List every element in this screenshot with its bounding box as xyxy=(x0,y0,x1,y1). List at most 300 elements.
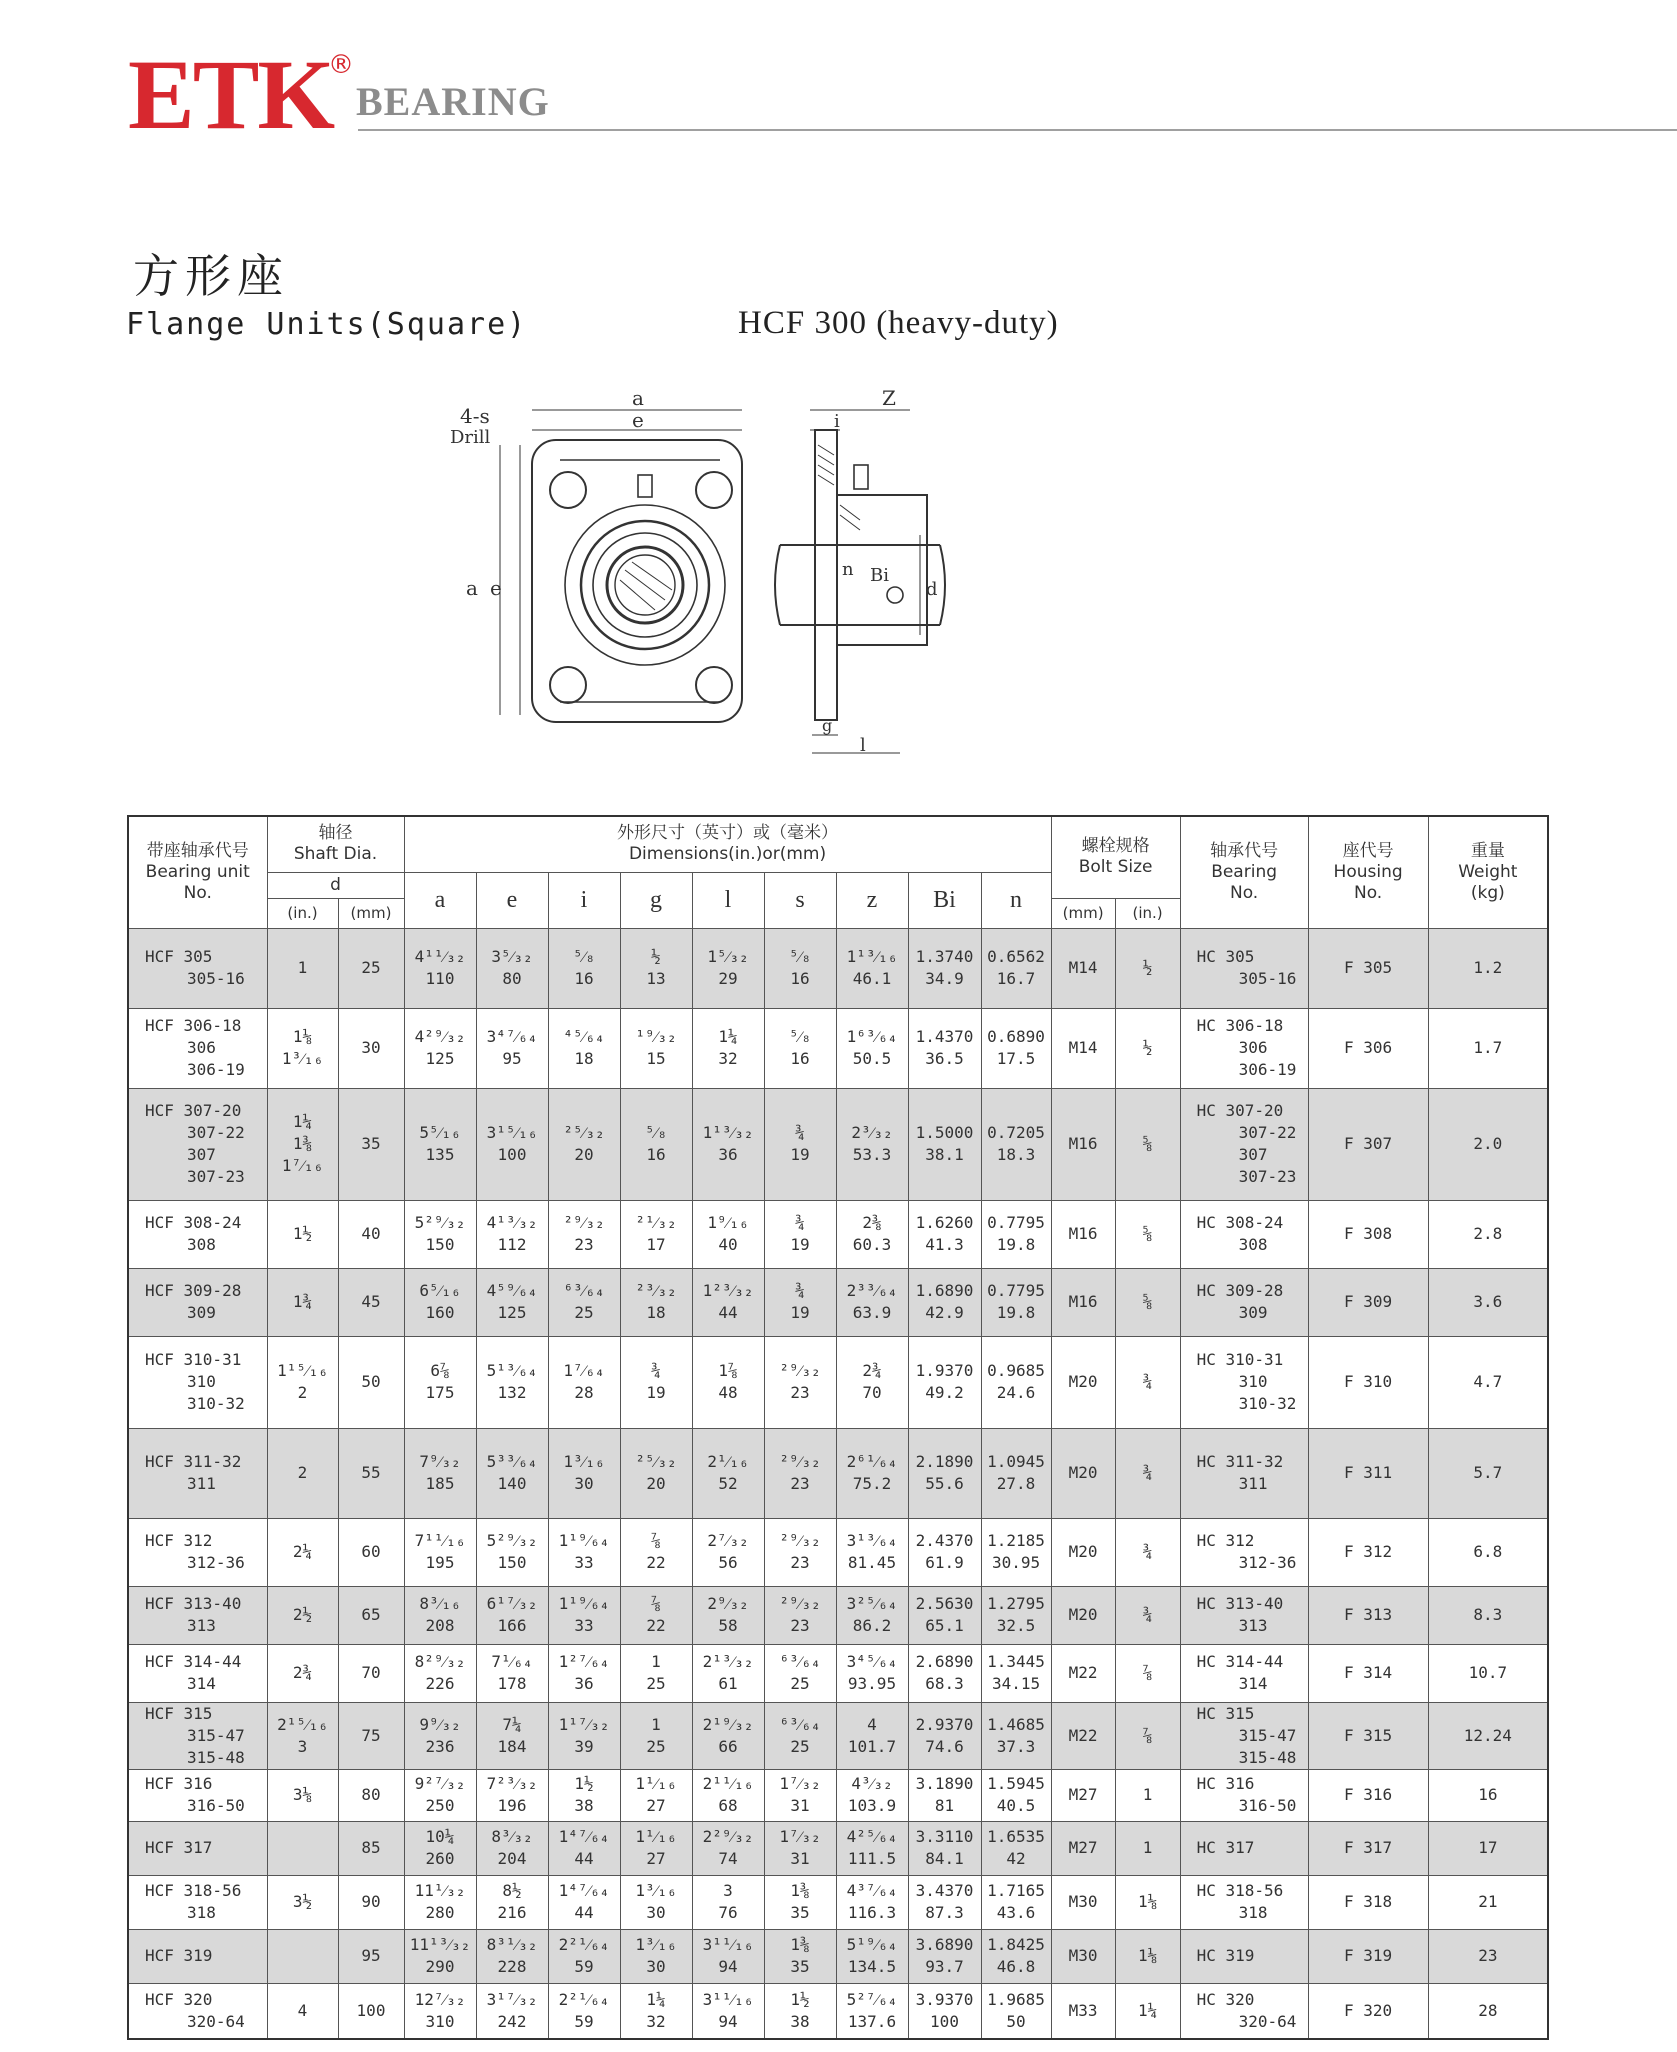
cell-line: HCF 319 xyxy=(145,1946,213,1965)
cell-dim-g xyxy=(620,1644,692,1702)
cell-bolt-mm xyxy=(1051,1586,1115,1644)
cell-line: ⅞ xyxy=(651,1531,661,1550)
cell-line: 1.0945 xyxy=(987,1452,1045,1471)
cell-line: 1¹⁹⁄₆₄ xyxy=(558,1531,610,1550)
cell-dim-i xyxy=(548,1428,620,1518)
cell-line: 1.9370 xyxy=(915,1361,974,1380)
cell-line: ¾ xyxy=(1142,1372,1153,1391)
cell-weight xyxy=(1428,928,1548,1008)
header-unit: 带座轴承代号 Bearing unit No. xyxy=(128,816,267,928)
cell-line: 2⅜ xyxy=(862,1213,882,1232)
cell-line: 236 xyxy=(425,1736,455,1756)
cell-line: 1¹⁷⁄₃₂ xyxy=(558,1714,610,1734)
cell-dim-a xyxy=(404,1644,476,1702)
cell-line: 140 xyxy=(497,1474,527,1493)
cell-dim-i xyxy=(548,1983,620,2039)
table-row xyxy=(128,1088,1548,1200)
cell-line: HCF 312 xyxy=(145,1531,213,1550)
cell-line: 10¼ xyxy=(425,1827,455,1846)
cell-line: HC 317 xyxy=(1196,1838,1255,1857)
cell-line: 95 xyxy=(502,1049,522,1068)
cell-dim-z xyxy=(836,1088,908,1200)
table-row xyxy=(128,1821,1548,1875)
cell-dim-g xyxy=(620,1200,692,1268)
cell-line: 1 xyxy=(1142,1838,1153,1857)
cell-dim-z xyxy=(836,1428,908,1518)
cell-line: 2.8 xyxy=(1473,1224,1503,1243)
cell-housing-no xyxy=(1308,1983,1428,2039)
cell-line: 50 xyxy=(1006,2011,1026,2031)
cell-line: ⁶³⁄₆₄ xyxy=(779,1714,821,1734)
cell-line: 23 xyxy=(790,1383,810,1402)
cell-bearing-no xyxy=(1180,1088,1308,1200)
cell-line: 9⁹⁄₃₂ xyxy=(419,1714,461,1734)
cell-dim-i xyxy=(548,1875,620,1929)
label-d: d xyxy=(926,579,938,600)
cell-dim-z xyxy=(836,1875,908,1929)
cell-dim-a xyxy=(404,1088,476,1200)
cell-line: F 312 xyxy=(1344,1542,1393,1561)
cell-line: 1⅜ xyxy=(790,1935,810,1954)
cell-weight xyxy=(1428,1875,1548,1929)
cell-line: ¾ xyxy=(651,1361,661,1380)
cell-line: 55 xyxy=(361,1463,381,1482)
cell-bearing-no xyxy=(1180,928,1308,1008)
cell-dim-i xyxy=(548,1518,620,1586)
cell-line: 1⅜ xyxy=(292,1134,313,1153)
cell-line: 310-32 xyxy=(187,1394,245,1413)
cell-line: 40 xyxy=(718,1235,738,1254)
cell-shaft-in xyxy=(267,1088,338,1200)
cell-line: HCF 314-44 xyxy=(145,1652,242,1671)
cell-line: 2²⁹⁄₃₂ xyxy=(702,1827,754,1846)
cell-line: 1.5000 xyxy=(915,1123,974,1142)
cell-line: 1½ xyxy=(790,1989,810,2009)
cell-line: 310 xyxy=(1238,1372,1268,1391)
cell-dim-bi xyxy=(908,1821,981,1875)
cell-line: 3¹⁷⁄₃₂ xyxy=(486,1989,538,2009)
cell-dim-s xyxy=(764,1200,836,1268)
cell-dim-g xyxy=(620,1336,692,1428)
cell-line: 35 xyxy=(790,1957,810,1976)
cell-shaft-in xyxy=(267,1821,338,1875)
cell-dim-e xyxy=(476,1268,548,1336)
cell-dim-e xyxy=(476,1644,548,1702)
cell-line: 308 xyxy=(1238,1235,1268,1254)
cell-dim-s xyxy=(764,1336,836,1428)
cell-line: 1.3740 xyxy=(915,947,974,966)
cell-line: 111.5 xyxy=(847,1849,897,1868)
cell-line: M22 xyxy=(1068,1663,1098,1682)
cell-line: HCF 307-20 xyxy=(145,1101,242,1120)
page-title-en: Flange Units(Square) xyxy=(126,307,528,342)
cell-line: 1⁶³⁄₆₄ xyxy=(846,1027,898,1046)
cell-bolt-mm xyxy=(1051,1336,1115,1428)
cell-dim-g xyxy=(620,1268,692,1336)
label-a-vert: a xyxy=(466,576,478,600)
cell-line: 1³⁄₁₆ xyxy=(281,1049,324,1068)
header-bolt: 螺栓规格 Bolt Size xyxy=(1051,816,1180,898)
cell-line: 307-22 xyxy=(187,1123,245,1142)
cell-line: 2⁹⁄₃₂ xyxy=(707,1594,749,1613)
cell-line: 32 xyxy=(646,2011,666,2031)
cell-line: 44 xyxy=(718,1303,738,1322)
cell-line: 1.7165 xyxy=(987,1881,1045,1900)
cell-dim-i xyxy=(548,1088,620,1200)
cell-line: ¾ xyxy=(795,1123,805,1142)
cell-line: 65.1 xyxy=(925,1616,964,1635)
cell-line: ½ xyxy=(1142,1038,1153,1057)
cell-line: 4 xyxy=(297,2000,308,2020)
cell-bolt-mm xyxy=(1051,1644,1115,1702)
cell-dim-a xyxy=(404,1268,476,1336)
cell-line: 1²³⁄₃₂ xyxy=(702,1281,754,1300)
cell-line: 2.6890 xyxy=(915,1652,974,1671)
cell-dim-g xyxy=(620,1875,692,1929)
cell-dim-l xyxy=(692,1983,764,2039)
cell-line: 20 xyxy=(646,1474,666,1493)
cell-line: 18 xyxy=(646,1303,666,1322)
cell-dim-n xyxy=(981,1428,1051,1518)
cell-line: 38.1 xyxy=(925,1145,964,1164)
cell-line: 313 xyxy=(1238,1616,1268,1635)
cell-line: F 320 xyxy=(1344,2000,1393,2020)
cell-dim-g xyxy=(620,1821,692,1875)
cell-line: F 310 xyxy=(1344,1372,1393,1391)
cell-line: 20 xyxy=(574,1145,594,1164)
header-n: n xyxy=(981,872,1051,928)
cell-line: 35 xyxy=(790,1903,810,1922)
cell-line: 63.9 xyxy=(852,1303,892,1322)
cell-line: 19 xyxy=(790,1145,810,1164)
header-rule xyxy=(358,129,1677,131)
cell-dim-s xyxy=(764,1769,836,1821)
cell-line: 1.9685 xyxy=(987,1989,1045,2009)
cell-housing-no xyxy=(1308,1644,1428,1702)
cell-shaft-in xyxy=(267,1268,338,1336)
cell-dim-i xyxy=(548,1821,620,1875)
cell-line: HC 308-24 xyxy=(1196,1213,1284,1232)
cell-line: ¾ xyxy=(795,1213,805,1232)
cell-line: 8½ xyxy=(502,1881,522,1900)
cell-line: 44 xyxy=(574,1849,594,1868)
cell-dim-bi xyxy=(908,1336,981,1428)
cell-unit-no xyxy=(128,1200,267,1268)
cell-dim-l xyxy=(692,1336,764,1428)
cell-shaft-in xyxy=(267,1336,338,1428)
cell-line: ²³⁄₃₂ xyxy=(635,1281,677,1300)
cell-line: 2¾ xyxy=(292,1663,313,1682)
cell-line: HC 318-56 xyxy=(1196,1881,1284,1900)
shaft xyxy=(780,545,940,625)
cell-dim-n xyxy=(981,1088,1051,1200)
cell-line: ²⁹⁄₃₂ xyxy=(779,1452,821,1471)
cell-line: 308 xyxy=(187,1235,216,1254)
cell-line: F 315 xyxy=(1344,1725,1393,1745)
cell-line: 5⁵⁄₁₆ xyxy=(419,1123,461,1142)
cell-line: HCF 315 xyxy=(145,1703,213,1723)
cell-line: 1⅛ xyxy=(1137,1892,1158,1911)
cell-bolt-in xyxy=(1115,1702,1180,1769)
cell-line: HC 319 xyxy=(1196,1946,1255,1965)
cell-line: 21 xyxy=(1478,1892,1498,1911)
cell-shaft-mm xyxy=(338,1268,404,1336)
cell-bolt-in xyxy=(1115,1088,1180,1200)
cell-line: 36.5 xyxy=(925,1049,964,1068)
cell-dim-e xyxy=(476,1821,548,1875)
cell-dim-g xyxy=(620,1983,692,2039)
cell-line: 13 xyxy=(646,969,666,988)
cell-line: 3.6890 xyxy=(915,1935,974,1954)
registered-mark: ® xyxy=(328,50,354,80)
cell-bolt-in xyxy=(1115,928,1180,1008)
cell-dim-bi xyxy=(908,1983,981,2039)
cell-line: 290 xyxy=(425,1957,455,1976)
cell-line: 1⁷⁄₆₄ xyxy=(563,1361,605,1380)
header-weight: 重量 Weight (kg) xyxy=(1428,816,1548,928)
cell-line: 30 xyxy=(646,1903,666,1922)
label-e: e xyxy=(632,408,644,432)
cell-dim-z xyxy=(836,1008,908,1088)
cell-line: 310 xyxy=(187,1372,216,1391)
cell-line: ½ xyxy=(1142,958,1153,977)
cell-line: 5²⁹⁄₃₂ xyxy=(414,1213,466,1232)
cell-line: 25 xyxy=(646,1674,666,1693)
cell-line: 7¼ xyxy=(502,1714,522,1734)
cell-line: 3¹¹⁄₁₆ xyxy=(702,1989,754,2009)
cell-line: 2¹⁵⁄₁₆ xyxy=(277,1714,328,1734)
cell-line: 1.8425 xyxy=(987,1935,1045,1954)
cell-line: M20 xyxy=(1068,1605,1098,1624)
cell-dim-l xyxy=(692,1586,764,1644)
cell-line: 48 xyxy=(718,1383,738,1402)
cell-line: 132 xyxy=(497,1383,527,1402)
cell-line: 2¼ xyxy=(292,1542,313,1561)
cell-line: 95 xyxy=(361,1946,381,1965)
cell-line: 306-19 xyxy=(187,1060,245,1079)
bolt-hole xyxy=(550,472,586,508)
cell-line: 1¼ xyxy=(1137,2000,1158,2020)
cell-line: 1⁹⁄₁₆ xyxy=(707,1213,749,1232)
cell-line: 87.3 xyxy=(925,1903,964,1922)
cell-line: 307 xyxy=(187,1145,216,1164)
cell-line: 46.1 xyxy=(852,969,892,988)
cell-housing-no xyxy=(1308,1428,1428,1518)
cell-line: 4³⁄₃₂ xyxy=(851,1774,893,1793)
cell-line: 1¼ xyxy=(718,1027,738,1046)
cell-line: 22 xyxy=(646,1553,666,1572)
cell-line: 56 xyxy=(718,1553,738,1572)
cell-line: 2¹³⁄₃₂ xyxy=(702,1652,754,1671)
header-z: z xyxy=(836,872,908,928)
cell-dim-s xyxy=(764,1268,836,1336)
cell-line: 196 xyxy=(497,1796,527,1815)
cell-line: 1 xyxy=(1142,1785,1153,1804)
cell-dim-z xyxy=(836,1702,908,1769)
cell-line: 1⅛ xyxy=(292,1027,313,1046)
bolt-hole xyxy=(550,667,586,703)
cell-line: 6.8 xyxy=(1473,1542,1503,1561)
cell-line: 125 xyxy=(425,1049,455,1068)
cell-line: 1.3445 xyxy=(987,1652,1045,1671)
cell-unit-no xyxy=(128,1586,267,1644)
cell-line: 1⁷⁄₃₂ xyxy=(779,1774,821,1793)
cell-unit-no xyxy=(128,1518,267,1586)
header-bi: Bi xyxy=(908,872,981,928)
cell-line: F 316 xyxy=(1344,1785,1393,1804)
cell-housing-no xyxy=(1308,1008,1428,1088)
cell-bearing-no xyxy=(1180,1929,1308,1983)
cell-dim-i xyxy=(548,1769,620,1821)
cell-line: 40.5 xyxy=(996,1796,1036,1815)
cell-line: 52 xyxy=(718,1474,738,1493)
cell-dim-s xyxy=(764,1644,836,1702)
cell-line: 75.2 xyxy=(852,1474,892,1493)
table-row xyxy=(128,1983,1548,2039)
cell-line: 17.5 xyxy=(996,1049,1036,1068)
cell-dim-z xyxy=(836,1821,908,1875)
cell-line: M20 xyxy=(1068,1542,1098,1561)
cell-line: 2.1890 xyxy=(915,1452,974,1471)
cell-line: HC 314-44 xyxy=(1196,1652,1284,1671)
cell-shaft-in xyxy=(267,1702,338,1769)
cell-line: 0.6890 xyxy=(987,1027,1045,1046)
cell-line: 10.7 xyxy=(1468,1663,1508,1682)
cell-line: 3 xyxy=(297,1736,308,1756)
cell-line: 75 xyxy=(361,1725,381,1745)
cell-weight xyxy=(1428,1769,1548,1821)
cell-line: ⅝ xyxy=(1142,1224,1153,1243)
cell-line: 70 xyxy=(361,1663,381,1682)
header-dimensions: 外形尺寸（英寸）或（毫米） Dimensions(in.)or(mm) xyxy=(404,816,1051,872)
cell-line: 39 xyxy=(574,1736,594,1756)
cell-bolt-in xyxy=(1115,1586,1180,1644)
cell-line: 3 xyxy=(723,1881,733,1900)
cell-dim-bi xyxy=(908,1929,981,1983)
cell-bearing-no xyxy=(1180,1428,1308,1518)
cell-line: 3.6 xyxy=(1473,1292,1503,1311)
cell-dim-l xyxy=(692,1428,764,1518)
table-row xyxy=(128,1644,1548,1702)
cell-line: ⁶³⁄₆₄ xyxy=(779,1652,821,1671)
cell-line: 307-23 xyxy=(1238,1167,1297,1186)
cell-shaft-mm xyxy=(338,1200,404,1268)
cell-housing-no xyxy=(1308,1518,1428,1586)
cell-line: ¾ xyxy=(795,1281,805,1300)
cell-line: 312-36 xyxy=(1238,1553,1297,1572)
cell-dim-z xyxy=(836,1268,908,1336)
cell-line: 33 xyxy=(574,1616,594,1635)
cell-bearing-no xyxy=(1180,1008,1308,1088)
cell-dim-a xyxy=(404,1983,476,2039)
cell-line: 80 xyxy=(361,1785,381,1804)
cell-line: 1.5945 xyxy=(987,1774,1045,1793)
cell-line: 81.45 xyxy=(847,1553,897,1572)
cell-line: 311 xyxy=(1238,1474,1268,1493)
cell-line: M20 xyxy=(1068,1372,1098,1391)
cell-line: 30 xyxy=(574,1474,594,1493)
grease-nipple xyxy=(638,475,652,497)
cell-line: 81 xyxy=(934,1796,955,1815)
cell-unit-no xyxy=(128,1336,267,1428)
cell-line: 24.6 xyxy=(996,1383,1036,1402)
cell-line: 2⁷⁄₃₂ xyxy=(707,1531,749,1550)
header-shaft-in: (in.) xyxy=(267,898,338,928)
cell-line: 5²⁷⁄₆₄ xyxy=(846,1989,898,2009)
cell-dim-s xyxy=(764,1875,836,1929)
cell-line: 25 xyxy=(790,1736,810,1756)
cell-line: 8³⁄₃₂ xyxy=(491,1827,533,1846)
cell-shaft-in xyxy=(267,1929,338,1983)
cell-dim-a xyxy=(404,1702,476,1769)
cell-line: 93.95 xyxy=(847,1674,897,1693)
cell-line: ¾ xyxy=(1142,1542,1153,1561)
cell-line: ⅞ xyxy=(1142,1725,1153,1745)
cell-line: 36 xyxy=(574,1674,594,1693)
cell-dim-n xyxy=(981,1586,1051,1644)
cell-bearing-no xyxy=(1180,1875,1308,1929)
cell-line: 28 xyxy=(574,1383,594,1402)
cell-dim-bi xyxy=(908,1518,981,1586)
cell-bolt-in xyxy=(1115,1875,1180,1929)
cell-line: 19 xyxy=(790,1303,810,1322)
cell-line: 2.0 xyxy=(1473,1134,1503,1153)
cell-dim-l xyxy=(692,1268,764,1336)
cell-line: 55.6 xyxy=(925,1474,964,1493)
cell-dim-bi xyxy=(908,1586,981,1644)
cell-dim-s xyxy=(764,1586,836,1644)
cell-dim-s xyxy=(764,1821,836,1875)
cell-line: 23 xyxy=(574,1235,594,1254)
table-row xyxy=(128,1518,1548,1586)
cell-line: 1¼ xyxy=(646,1989,666,2009)
cell-line: 315-48 xyxy=(187,1747,245,1767)
cell-dim-s xyxy=(764,1983,836,2039)
bolt-hole xyxy=(696,667,732,703)
cell-dim-z xyxy=(836,1518,908,1586)
cell-bearing-no xyxy=(1180,1983,1308,2039)
cell-dim-l xyxy=(692,1008,764,1088)
cell-unit-no xyxy=(128,1428,267,1518)
cell-dim-i xyxy=(548,928,620,1008)
header-s: s xyxy=(764,872,836,928)
cell-dim-g xyxy=(620,1769,692,1821)
cell-dim-s xyxy=(764,1929,836,1983)
label-a: a xyxy=(632,386,644,410)
cell-line: 1.2 xyxy=(1473,958,1503,977)
cell-line: 228 xyxy=(497,1957,527,1976)
cell-line: 3¹¹⁄₁₆ xyxy=(702,1935,754,1954)
cell-dim-s xyxy=(764,1428,836,1518)
cell-bearing-no xyxy=(1180,1586,1308,1644)
front-view xyxy=(500,410,742,722)
brand-name: ETK xyxy=(128,39,334,150)
cell-line: 94 xyxy=(718,2011,738,2031)
cell-weight xyxy=(1428,1336,1548,1428)
cell-dim-bi xyxy=(908,1200,981,1268)
cell-dim-z xyxy=(836,1929,908,1983)
cell-dim-bi xyxy=(908,928,981,1008)
cell-unit-no xyxy=(128,1769,267,1821)
cell-dim-g xyxy=(620,1586,692,1644)
cell-dim-n xyxy=(981,1336,1051,1428)
cell-line: 16.7 xyxy=(996,969,1036,988)
cell-line: 306-19 xyxy=(1238,1060,1297,1079)
cell-line: HCF 308-24 xyxy=(145,1213,242,1232)
cell-dim-bi xyxy=(908,1702,981,1769)
cell-dim-i xyxy=(548,1586,620,1644)
cell-dim-n xyxy=(981,928,1051,1008)
